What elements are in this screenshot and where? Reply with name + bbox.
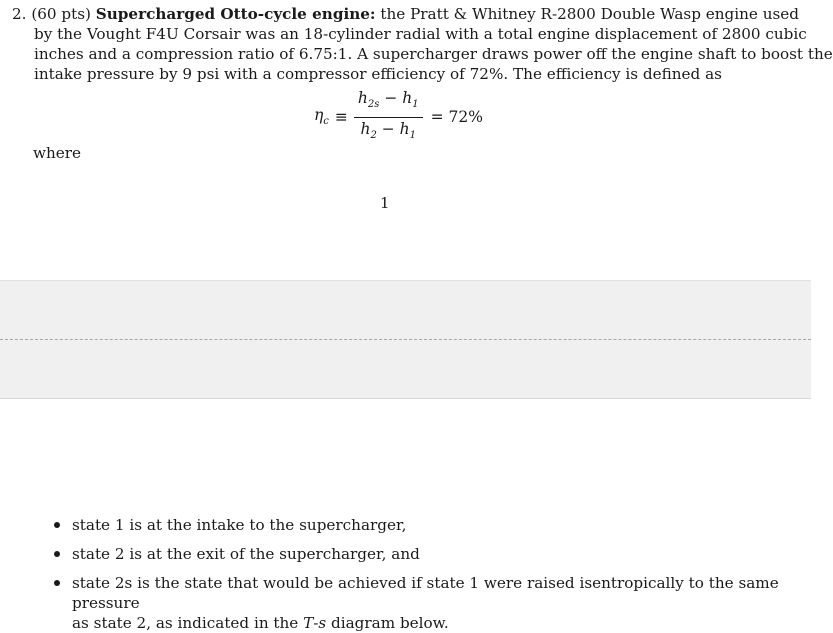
fraction-numerator: $h_{2s} - h_1$ — [357, 89, 419, 111]
problem-title: Supercharged Otto-cycle engine: — [95, 5, 376, 23]
list-item — [50, 544, 795, 564]
efficiency-fraction — [354, 88, 423, 145]
problem-statement — [12, 4, 833, 84]
eta-c-symbol: $\eta_c$ — [314, 106, 329, 128]
problem-line-3: inches and a compression ratio of 6.75:1. A supercharger draws power off the engine shaft to boost the — [34, 45, 833, 63]
state-definitions-list — [50, 515, 795, 633]
bullet-icon — [54, 580, 60, 586]
efficiency-equation — [314, 90, 483, 144]
list-item-text-line-2: as state 2, as indicated in the T-s diagram below. — [72, 614, 449, 632]
problem-line-1 — [12, 4, 799, 24]
list-item-text: state 2 is at the exit of the supercharger, and — [72, 545, 420, 563]
equiv-sign: ≡ — [334, 108, 348, 126]
bullet-icon — [54, 522, 60, 528]
fraction-bar — [354, 117, 423, 118]
problem-line-2: by the Vought F4U Corsair was an 18-cylinder radial with a total engine displacement of 2800 cubic — [34, 25, 807, 43]
where-label: where — [33, 144, 82, 162]
page-break-divider — [0, 339, 811, 340]
problem-number: 2. — [12, 5, 27, 23]
problem-line-1-text: the Pratt & Whitney R-2800 Double Wasp engine used — [380, 5, 799, 23]
bullet-icon — [54, 551, 60, 557]
problem-line-4: intake pressure by 9 psi with a compressor efficiency of 72%. The efficiency is defined as — [34, 65, 722, 83]
efficiency-value: = 72% — [430, 108, 483, 126]
list-item-text-line-1: state 2s is the state that would be achieved if state 1 were raised isentropically to the same pressure — [72, 574, 779, 612]
fraction-denominator: $h_2 - h_1$ — [360, 119, 417, 141]
list-item — [50, 515, 795, 535]
list-item-text: state 1 is at the intake to the supercharger, — [72, 516, 407, 534]
list-item — [50, 573, 795, 633]
problem-points: (60 pts) — [31, 5, 91, 23]
page-number: 1 — [380, 194, 390, 212]
